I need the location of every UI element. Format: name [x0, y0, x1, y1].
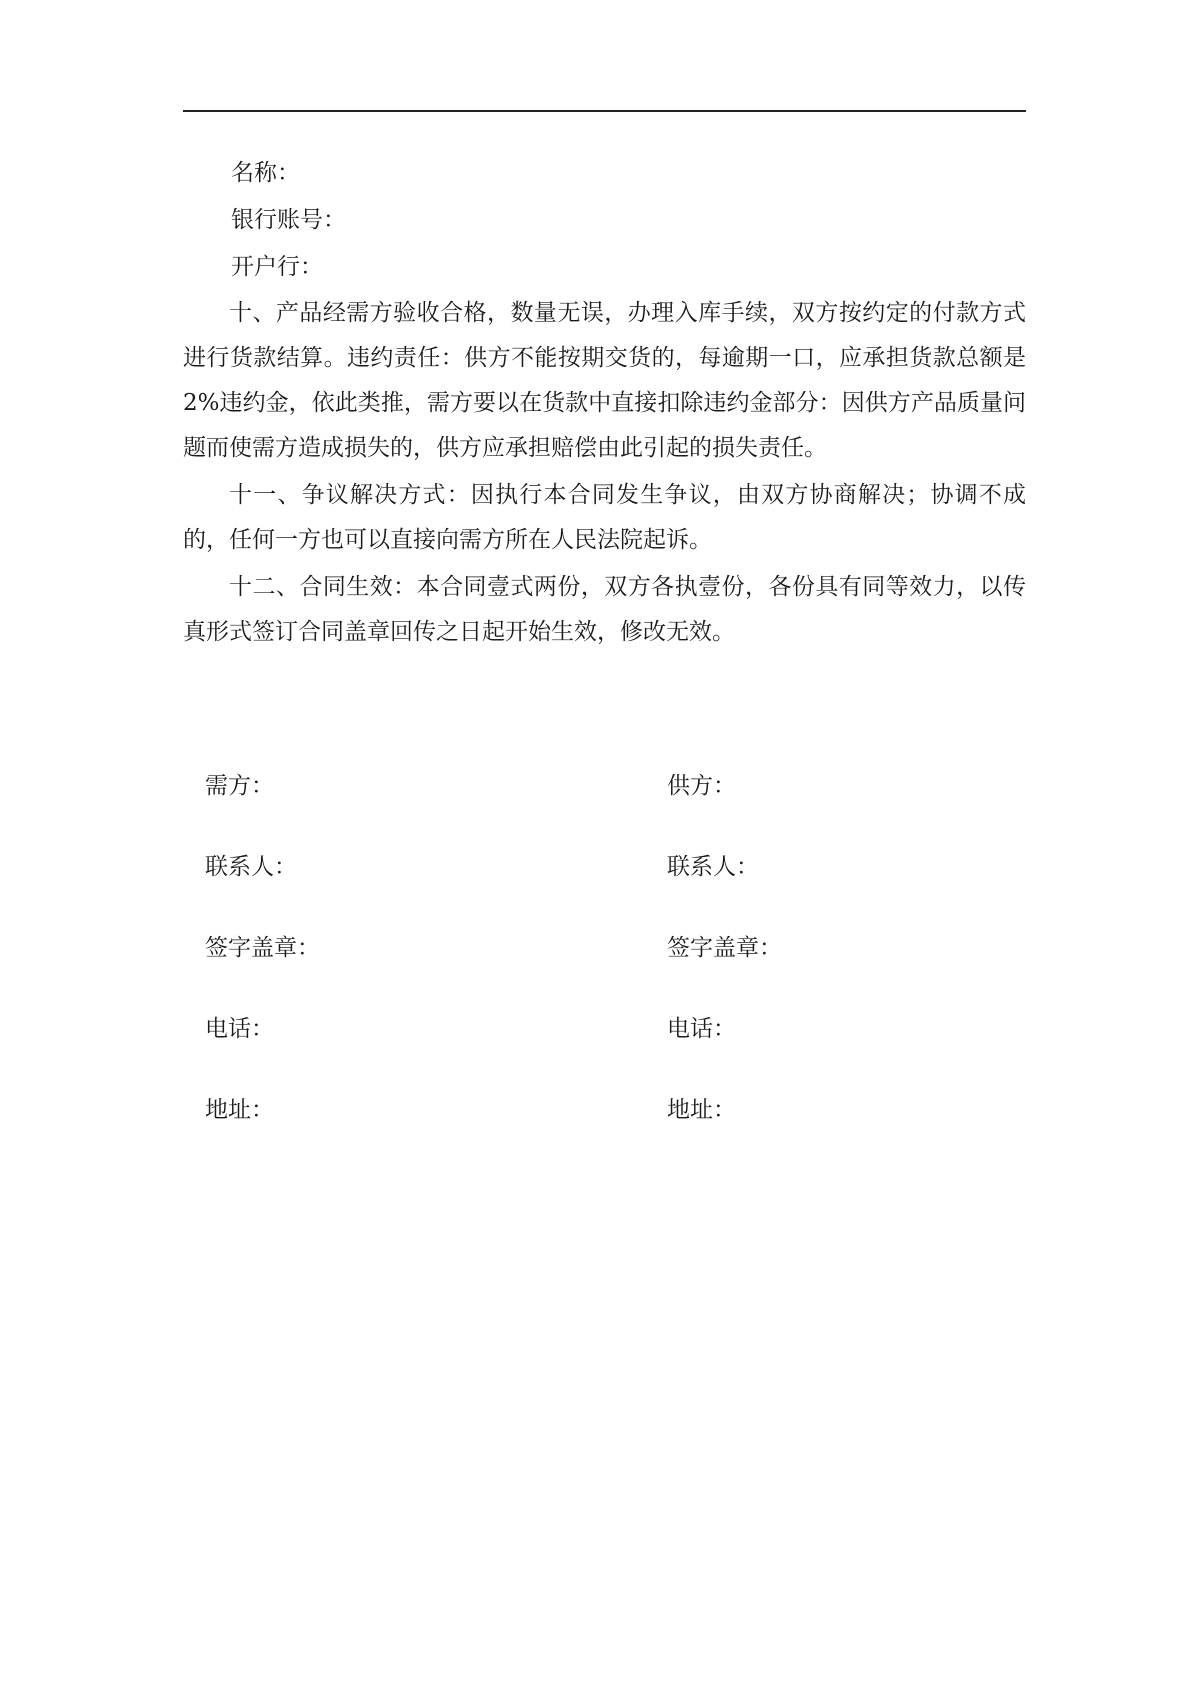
demander-party-label: 需方： [205, 773, 274, 799]
demander-contact-label: 联系人： [205, 854, 297, 880]
demander-address-label: 地址： [205, 1097, 274, 1123]
supplier-address-label: 地址： [667, 1097, 736, 1123]
bank-account-label: 银行账号： [231, 207, 346, 233]
clause-11-dispute-resolution: 十一、争议解决方式：因执行本合同发生争议，由双方协商解决；协调不成的，任何一方也可以直接向需方所在人民法院起诉。 [183, 482, 1026, 553]
supplier-signature-column [667, 766, 782, 1171]
demander-seal-label: 签字盖章： [205, 935, 320, 961]
supplier-phone-label: 电话： [667, 1016, 736, 1042]
payee-name-label: 名称： [231, 160, 300, 186]
clause-12-effectiveness: 十二、合同生效：本合同壹式两份，双方各执壹份，各份具有同等效力，以传真形式签订合同盖章回传之日起开始生效，修改无效。 [183, 574, 1026, 645]
supplier-seal-label: 签字盖章： [667, 935, 782, 961]
demander-phone-label: 电话： [205, 1016, 274, 1042]
demander-signature-column [205, 766, 320, 1171]
header-rule [183, 110, 1026, 112]
contract-body [183, 150, 1026, 655]
supplier-contact-label: 联系人： [667, 854, 759, 880]
opening-bank-label: 开户行： [231, 254, 323, 280]
supplier-party-label: 供方： [667, 773, 736, 799]
clause-10-payment-and-liability: 十、产品经需方验收合格，数量无误，办理入库手续，双方按约定的付款方式进行货款结算。违约责任：供方不能按期交货的，每逾期一口，应承担货款总额是 2%违约金，依此类推，需方要以在货款中直接扣除违约金部分：因供方产品质量问题而使需方造成损失的，供方应承担赔偿由此引起的损失责任。 [183, 300, 1026, 461]
